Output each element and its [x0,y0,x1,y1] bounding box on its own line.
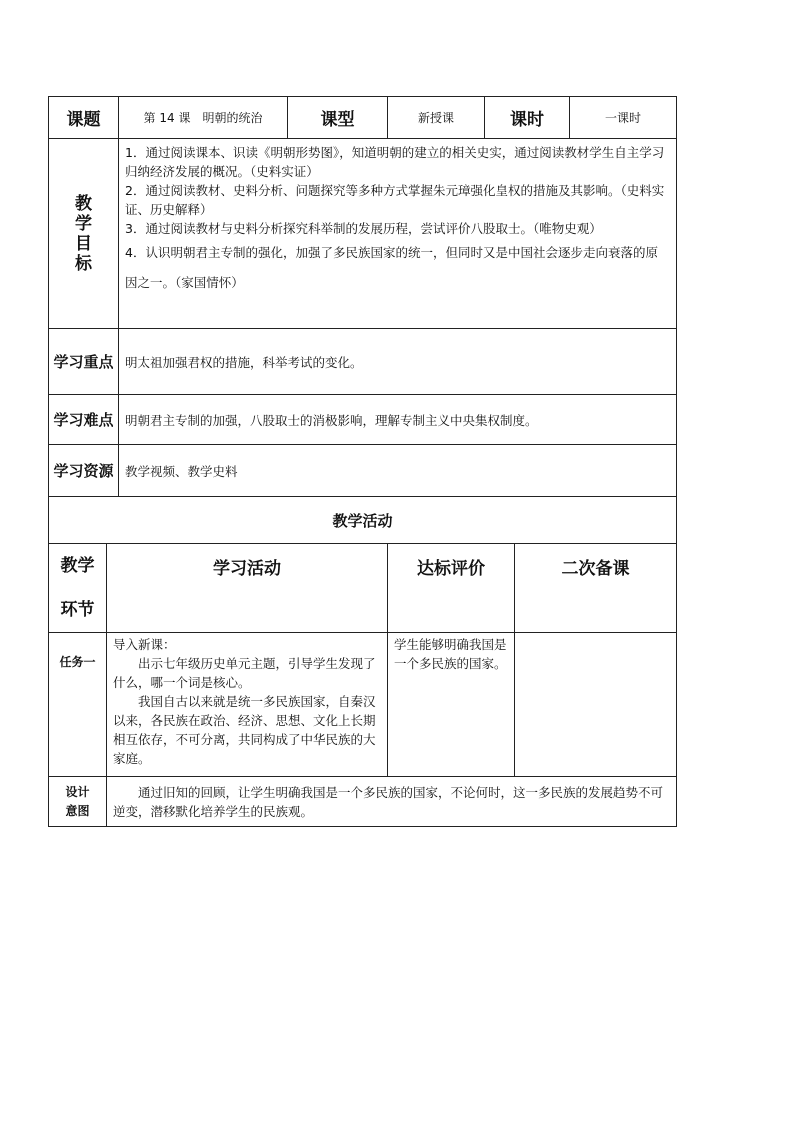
topic-value: 第 14 课 明朝的统治 [119,97,288,139]
resources-text: 教学视频、教学史料 [119,445,677,497]
design-row [49,777,677,827]
stage-column-header: 教学 环节 [49,544,107,633]
difficulty-row [49,395,677,445]
objective-item: 4．认识明朝君主专制的强化，加强了多民族国家的统一，但同时又是中国社会逐步走向衰落的原因之一。（家国情怀） [125,245,658,290]
task1-label: 任务一 [49,633,107,777]
objectives-content [119,139,677,329]
activity-title: 教学活动 [49,497,677,544]
objective-item: 2．通过阅读教材、史料分析、问题探究等多种方式掌握朱元璋强化皇权的措施及其影响。（史料实证、历史解释） [125,183,665,217]
difficulty-label: 学习难点 [49,395,119,445]
difficulty-text: 明朝君主专制的加强，八股取士的消极影响，理解专制主义中央集权制度。 [119,395,677,445]
objective-item: 3．通过阅读教材与史料分析探究科举制的发展历程，尝试评价八股取士。（唯物史观） [125,221,602,236]
task1-evaluation: 学生能够明确我国是一个多民族的国家。 [388,633,515,777]
type-value: 新授课 [388,97,485,139]
objectives-label: 教 学 目 标 [49,139,119,329]
activity-title-row [49,497,677,544]
resources-label: 学习资源 [49,445,119,497]
objective-item: 1．通过阅读课本、识读《明朝形势图》，知道明朝的建立的相关史实，通过阅读教材学生自主学习归纳经济发展的概况。（史料实证） [125,145,665,179]
task1-prep [515,633,677,777]
focus-label: 学习重点 [49,329,119,395]
task1-activity: 导入新课： 出示七年级历史单元主题，引导学生发现了什么，哪一个词是核心。 我国自古以来就是统一多民族国家，自秦汉以来，各民族在政治、经济、思想、文化上长期相互依存，不可分离，共同构成了中华民族的大家庭。 [107,633,388,777]
design-label: 设计 意图 [49,777,107,827]
type-label: 课型 [288,97,388,139]
prep-column-header: 二次备课 [515,544,677,633]
focus-text: 明太祖加强君权的措施，科举考试的变化。 [119,329,677,395]
evaluation-column-header: 达标评价 [388,544,515,633]
objectives-row [49,139,677,329]
header-row [49,97,677,139]
lesson-plan-sheet [48,96,676,827]
column-header-row [49,544,677,633]
activity-column-header: 学习活动 [107,544,388,633]
task1-row [49,633,677,777]
topic-label: 课题 [49,97,119,139]
design-text: 通过旧知的回顾，让学生明确我国是一个多民族的国家，不论何时，这一多民族的发展趋势不可逆变，潜移默化培养学生的民族观。 [107,777,677,827]
period-label: 课时 [485,97,570,139]
lesson-plan-table [48,96,677,827]
focus-row [49,329,677,395]
period-value: 一课时 [570,97,677,139]
resources-row [49,445,677,497]
